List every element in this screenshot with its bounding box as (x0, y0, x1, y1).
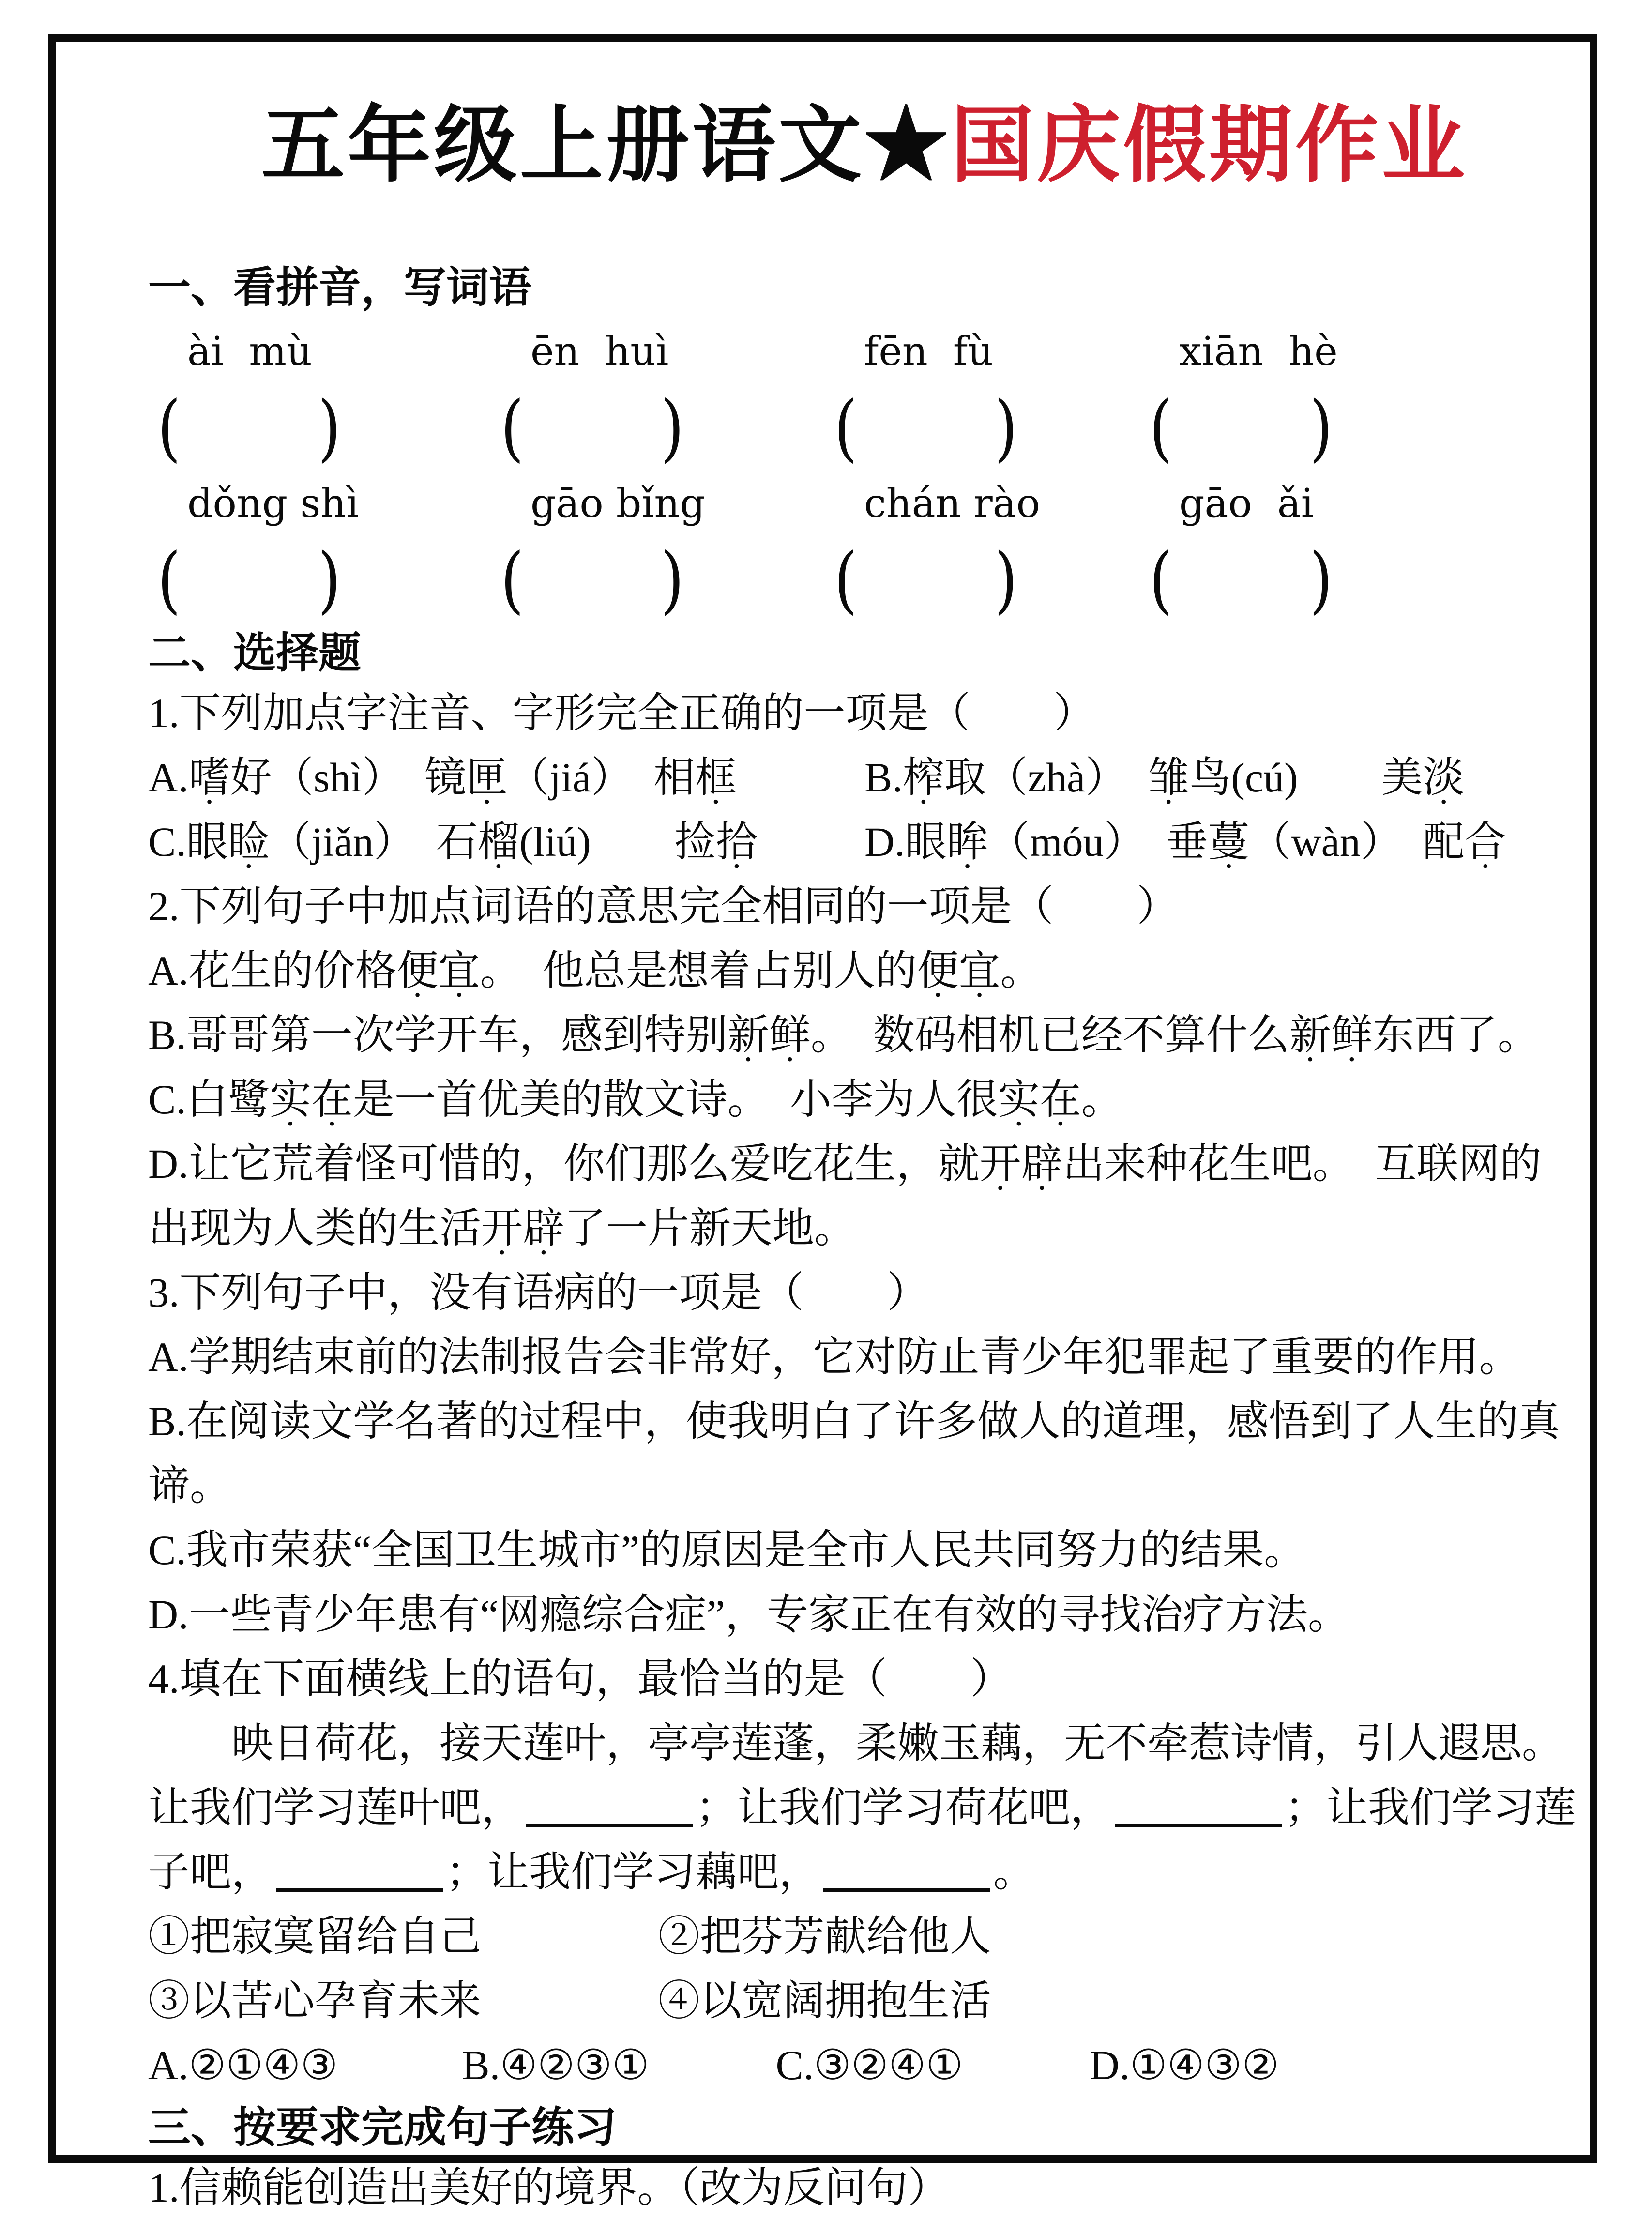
dotted-char: 匣 (466, 754, 508, 801)
text-run: D.让它荒着怪可惜的，你们那么爱吃花生，就 (148, 1140, 980, 1187)
q1-options-row-ab (148, 745, 1581, 810)
q2-options (148, 939, 1581, 1261)
text-run: C.眼 (148, 819, 228, 865)
q4-choice: B.④②③① (462, 2042, 650, 2088)
q2-option (148, 1132, 1581, 1261)
text-run: 。 (1081, 1076, 1123, 1123)
dotted-char: 在 (311, 1076, 353, 1123)
dotted-char: 淡 (1423, 754, 1465, 801)
close-paren: ) (660, 538, 684, 622)
answer-blank-line (526, 1783, 693, 1827)
dotted-char: 榴 (477, 819, 519, 865)
q4-passage (148, 1711, 1581, 1904)
pinyin-word: ài mù (187, 329, 312, 375)
q3-option: D.一些青少年患有“网瘾综合症”，专家正在有效的寻找治疗方法。 (148, 1591, 1349, 1638)
pinyin-word: ēn huì (530, 329, 669, 375)
text-run: 东西了。 (1372, 1012, 1539, 1058)
dotted-char: 新 (1289, 1012, 1331, 1058)
q2-option (148, 1003, 1581, 1067)
text-run: （jiǎn） 石 (269, 819, 478, 865)
answer-bracket-pair (498, 388, 832, 468)
answer-blank-line (276, 1848, 443, 1892)
answer-blank-line (823, 1848, 990, 1892)
text-run: ；让我们学习荷花吧， (696, 1784, 1112, 1831)
text-run: ；让我们学习莲子吧， (148, 1784, 1576, 1895)
q3-options (148, 1325, 1581, 1647)
dotted-char: 辟 (523, 1205, 564, 1251)
pinyin-row-2 (148, 468, 1581, 540)
dotted-char: 实 (269, 1076, 311, 1123)
q3-option: C.我市荣获“全国卫生城市”的原因是全市人民共同努力的结果。 (148, 1527, 1306, 1573)
q4-choice: A.②①④③ (148, 2042, 338, 2088)
q4-item: ④以宽阔拥抱生活 (658, 1977, 991, 2024)
text-run: （wàn） 配 (1249, 819, 1465, 865)
close-paren: ) (317, 538, 341, 622)
pinyin-word: gāo ǎi (1179, 481, 1314, 527)
q4-numbered-items (148, 1904, 1581, 2033)
text-run: A.花生的价格 (148, 947, 397, 994)
pinyin-word: xiān hè (1179, 329, 1338, 375)
open-paren: ( (1149, 386, 1173, 470)
dotted-char: 在 (1039, 1076, 1081, 1123)
close-paren: ) (660, 386, 684, 470)
q1-options-row-cd (148, 810, 1581, 874)
open-paren: ( (500, 386, 524, 470)
dotted-char: 框 (695, 754, 737, 801)
q2-stem: 2.下列句子中加点词语的意思完全相同的一项是（ ） (148, 883, 1179, 929)
open-paren: ( (834, 538, 858, 622)
text-run: ；让我们学习藕吧， (446, 1849, 820, 1895)
text-run: 鸟(cú) 美 (1189, 754, 1423, 801)
dotted-char: 宜 (958, 947, 1000, 994)
text-run: 。 (1000, 947, 1042, 994)
answer-bracket-row-2 (148, 540, 1581, 620)
title-course-part: 五年级上册语文★ (261, 100, 951, 192)
text-run: 映日荷花，接天莲叶，亭亭莲蓬，柔嫩玉藕，无不牵惹诗情，引人遐思。让我们学习莲叶吧， (148, 1720, 1563, 1831)
q2-option (148, 1067, 1581, 1132)
q4-item: ①把寂寞留给自己 (148, 1913, 481, 1960)
section2-header: 二、选择题 (148, 630, 362, 677)
q4-choice: C.③②④① (775, 2042, 963, 2088)
dotted-char: 辟 (1021, 1140, 1063, 1187)
close-paren: ) (994, 538, 1017, 622)
answer-bracket-pair (155, 388, 498, 468)
q3-stem: 3.下列句子中，没有语病的一项是（ ） (148, 1269, 929, 1316)
text-run: B. (864, 754, 903, 801)
pinyin-word: dǒng shì (187, 481, 359, 527)
dotted-char: 鲜 (769, 1012, 811, 1058)
open-paren: ( (500, 538, 524, 622)
q1-option (864, 745, 1581, 810)
q4-choice: D.①④③② (1089, 2042, 1279, 2088)
open-paren: ( (157, 386, 181, 470)
page-border-frame (48, 34, 1597, 2211)
title-holiday-part: 国庆假期作业 (951, 100, 1468, 192)
q4-items-row (148, 1969, 1581, 2033)
dotted-char: 眸 (946, 819, 988, 865)
q1-option (148, 745, 864, 810)
dotted-char: 榨 (902, 754, 944, 801)
text-run: （jiá） 相 (507, 754, 695, 801)
pinyin-word: gāo bǐng (530, 481, 705, 527)
dotted-char: 嗜 (188, 754, 230, 801)
q3-option: A.学期结束前的法制报告会非常好，它对防止青少年犯罪起了重要的作用。 (148, 1334, 1521, 1380)
close-paren: ) (317, 386, 341, 470)
close-paren: ) (1309, 538, 1333, 622)
dotted-char: 实 (998, 1076, 1040, 1123)
section3-q1: 1.信赖能创造出美好的境界。（改为反问句） (148, 2164, 950, 2211)
answer-bracket-pair (832, 388, 1147, 468)
dotted-char: 开 (481, 1205, 523, 1251)
q4-stem: 4.填在下面横线上的语句，最恰当的是（ ） (148, 1656, 1012, 1702)
pinyin-row-1 (148, 316, 1581, 388)
pinyin-word: chán rào (864, 481, 1040, 527)
close-paren: ) (994, 386, 1017, 470)
dotted-char: 宜 (438, 947, 480, 994)
text-run: 是一首优美的散文诗。 小李为人很 (352, 1076, 998, 1123)
dotted-char: 新 (727, 1012, 769, 1058)
answer-bracket-row-1 (148, 388, 1581, 468)
q4-items-row (148, 1904, 1581, 1969)
q4-choices (148, 2033, 1581, 2098)
text-run: C.白鹭 (148, 1076, 270, 1123)
q1-option (864, 810, 1581, 874)
text-run: D.眼 (864, 819, 947, 865)
section1-header: 一、看拼音，写词语 (148, 265, 532, 312)
answer-bracket-pair (832, 540, 1147, 620)
text-run: A. (148, 754, 189, 801)
q1-option (148, 810, 864, 874)
dotted-char: 鲜 (1331, 1012, 1373, 1058)
answer-bracket-pair (498, 540, 832, 620)
text-run: （móu） 垂 (988, 819, 1208, 865)
answer-bracket-pair (1147, 388, 1581, 468)
open-paren: ( (157, 538, 181, 622)
dotted-char: 合 (1464, 819, 1506, 865)
answer-blank-line (1115, 1783, 1282, 1827)
page-title (148, 98, 1581, 195)
q2-option (148, 939, 1581, 1003)
dotted-char: 便 (917, 947, 959, 994)
text-run: 好（shì） 镜 (230, 754, 466, 801)
q3-option: B.在阅读文学名著的过程中，使我明白了许多做人的道理，感悟到了人生的真谛。 (148, 1398, 1560, 1509)
open-paren: ( (1149, 538, 1173, 622)
dotted-char: 睑 (227, 819, 270, 865)
text-run: 了一片新天地。 (564, 1205, 856, 1251)
text-run: 。 数码相机已经不算什么 (810, 1012, 1289, 1058)
dotted-char: 雏 (1148, 754, 1190, 801)
text-run: 出来种花生吧。 互联网的出现为人类的生活 (148, 1140, 1542, 1251)
section3-header: 三、按要求完成句子练习 (148, 2105, 617, 2152)
open-paren: ( (834, 386, 858, 470)
pinyin-word: fēn fù (864, 329, 993, 375)
text-run: 。 他总是想着占别人的 (480, 947, 917, 994)
text-run: (liú) 捡 (519, 819, 716, 865)
text-run: 取（zhà） (944, 754, 1148, 801)
q4-item: ③以苦心孕育未来 (148, 1977, 481, 2024)
close-paren: ) (1309, 386, 1333, 470)
dotted-char: 便 (396, 947, 439, 994)
q4-item: ②把芬芳献给他人 (658, 1913, 991, 1960)
answer-bracket-pair (1147, 540, 1581, 620)
answer-bracket-pair (155, 540, 498, 620)
dotted-char: 蔓 (1208, 819, 1250, 865)
text-run: 。 (993, 1849, 1035, 1895)
dotted-char: 开 (979, 1140, 1021, 1187)
text-run: B.哥哥第一次学开车，感到特别 (148, 1012, 727, 1058)
dotted-char: 拾 (715, 819, 758, 865)
q1-stem: 1.下列加点字注音、字形完全正确的一项是（ ） (148, 690, 1095, 736)
